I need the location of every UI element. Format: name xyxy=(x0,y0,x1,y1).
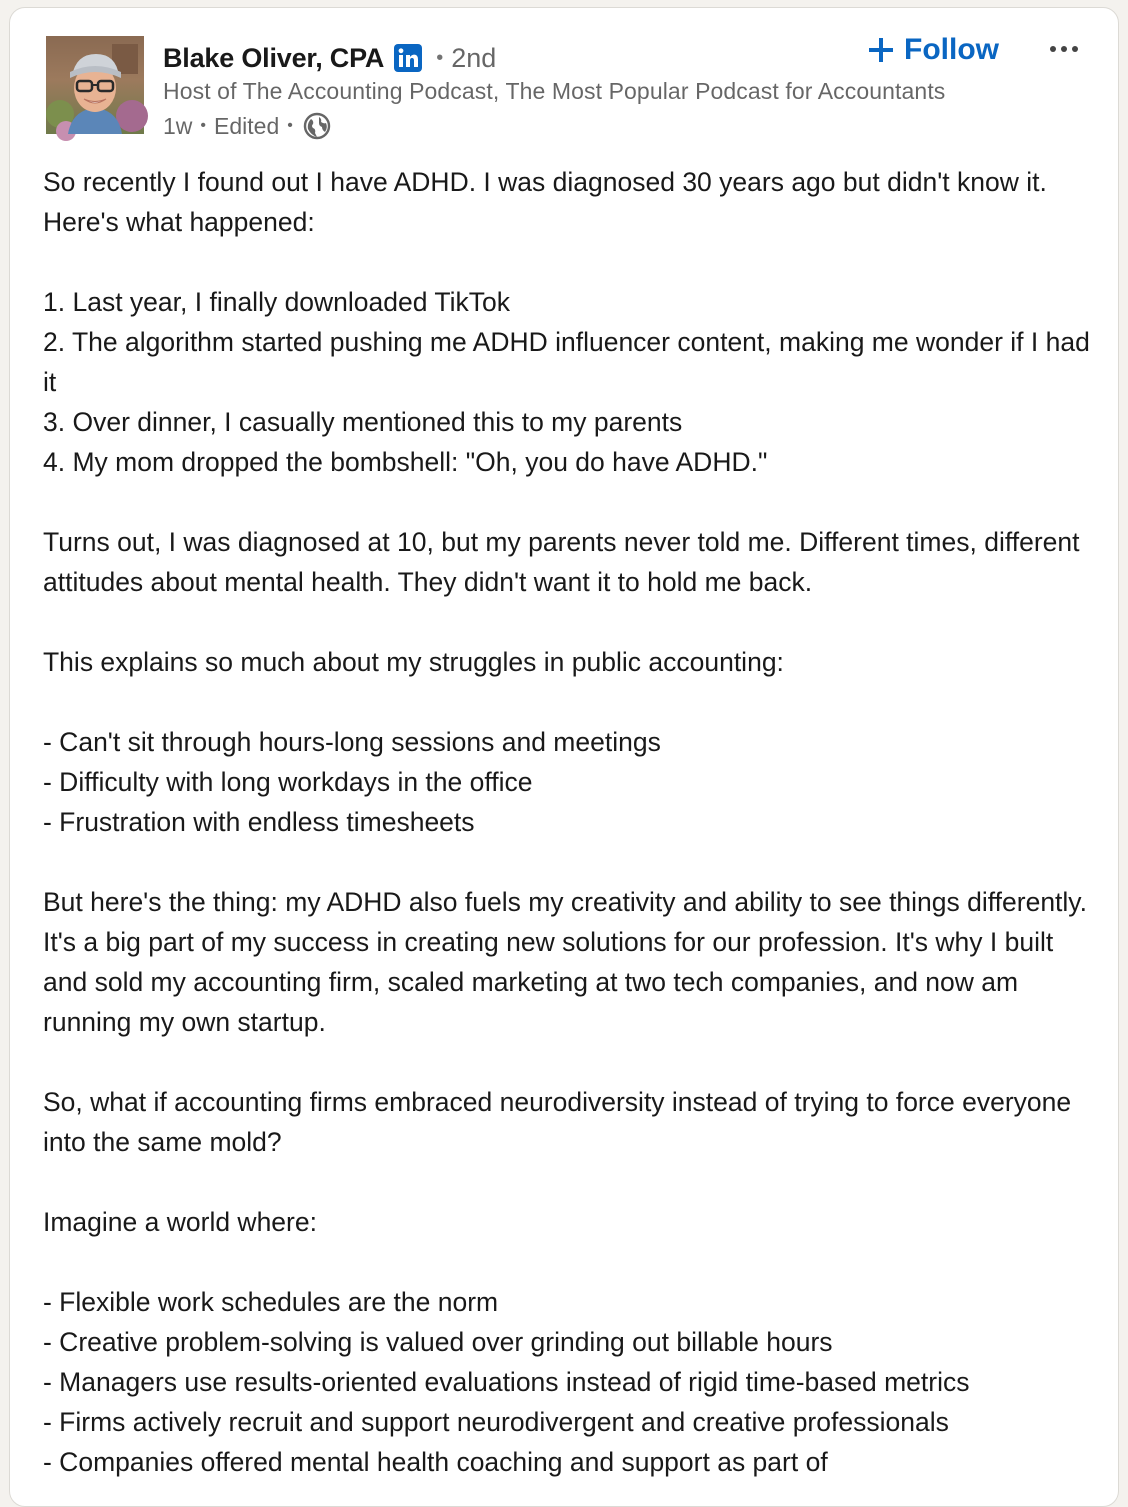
post-body-text: So recently I found out I have ADHD. I was diagnosed 30 years ago but didn't know it. Here's what happened: 1. Last year, I finally downloaded TikTok 2. The algorithm started pushing me ADHD influencer content, making me wonder if I had it 3. Over dinner, I casually mentioned this to my parents 4. My mom dropped the bombshell: "Oh, you do have ADHD." Turns out, I was diagnosed at 10, but my parents never told me. Different times, different attitudes about mental health. They didn't want it to hold me back. This explains so much about my struggles in public accounting: - Can't sit through hours-long sessions and meetings - Difficulty with long workdays in the office - Frustration with endless timesheets But here's the thing: my ADHD also fuels my creativity and ability to see things differently. It's a big part of my success in creating new solutions for our profession. It's why I built and sold my accounting firm, scaled marketing at two tech companies, and now am running my own startup. So, what if accounting firms embraced neurodiversity instead of trying to force everyone into the same mold? Imagine a world where: - Flexible work schedules are the norm - Creative problem-solving is valued over grinding out billable hours - Managers use results-oriented evaluations instead of rigid time-based metrics - Firms actively recruit and support neurodivergent and creative professionals - Companies offered mental health coaching and support as part of xyxy=(43,167,1090,1477)
linkedin-icon xyxy=(394,44,422,72)
author-avatar[interactable] xyxy=(46,36,144,134)
post-meta xyxy=(163,110,331,142)
connection-degree: 2nd xyxy=(451,42,497,73)
post-time[interactable]: 1w xyxy=(163,112,193,139)
degree-separator: • xyxy=(436,46,444,69)
globe-icon xyxy=(303,112,331,140)
author-name-row xyxy=(163,38,496,78)
post-card xyxy=(9,7,1119,1507)
avatar-photo xyxy=(46,36,144,134)
plus-icon xyxy=(868,37,894,63)
more-options-button[interactable] xyxy=(1042,32,1086,66)
follow-label: Follow xyxy=(904,33,999,66)
follow-button[interactable] xyxy=(868,28,999,72)
meta-separator: • xyxy=(287,117,293,134)
more-horizontal-icon xyxy=(1049,45,1079,53)
author-name[interactable]: Blake Oliver, CPA xyxy=(163,42,385,73)
meta-separator: • xyxy=(200,117,207,134)
edited-label: Edited xyxy=(214,112,280,139)
author-headline: Host of The Accounting Podcast, The Most Popular Podcast for Accountants xyxy=(163,78,946,104)
